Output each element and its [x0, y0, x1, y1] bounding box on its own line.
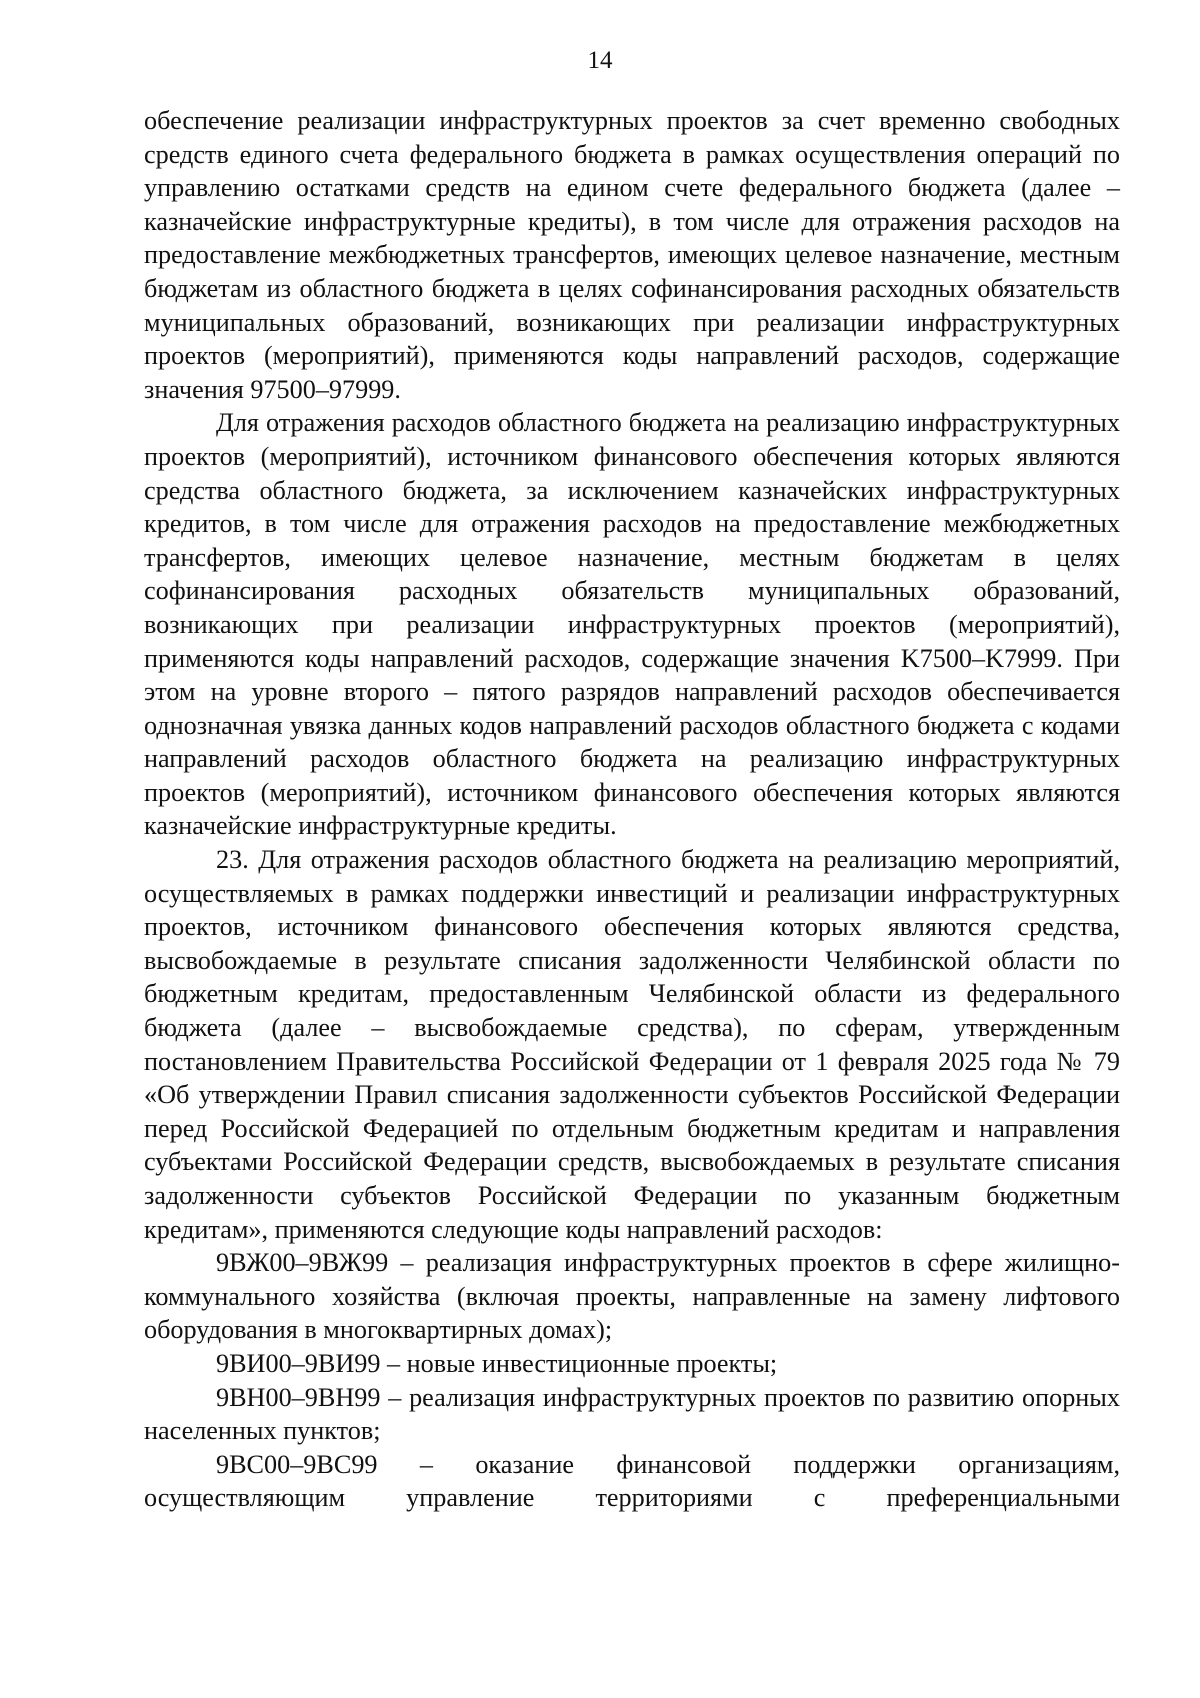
paragraph-code-9vzh: 9ВЖ00–9ВЖ99 – реализация инфраструктурных проектов в сфере жилищно-коммунального хозяйства (включая проекты, направленные на замену лифтового оборудования в многоквартирных домах);	[144, 1248, 1120, 1345]
paragraph-regional-budget-codes: Для отражения расходов областного бюджета на реализацию инфраструктурных проектов (мероприятий), источником финансового обеспечения которых являются средства областного бюджета, за исключением казначейских инфраструктурных кредитов, в том числе для отражения расходов на предоставление межбюджетных трансфертов, имеющих целевое назначение, местным бюджетам в целях софинансирования расходных обязательств муниципальных образований, возникающих при реализации инфраструктурных проектов (мероприятий), применяются коды направлений расходов, содержащие значения K7500–K7999. При этом на уровне второго – пятого разрядов направлений расходов обеспечивается однозначная увязка данных кодов направлений расходов областного бюджета с кодами направлений расходов областного бюджета на реализацию инфраструктурных проектов (мероприятий), источником финансового обеспечения которых являются казначейские инфраструктурные кредиты.	[144, 408, 1120, 841]
paragraph-treasury-credits: обеспечение реализации инфраструктурных проектов за счет временно свободных средств единого счета федерального бюджета в рамках осуществления операций по управлению остатками средств на едином счете федерального бюджета (далее – казначейские инфраструктурные кредиты), в том числе для отражения расходов на предоставление межбюджетных трансфертов, имеющих целевое назначение, местным бюджетам из областного бюджета в целях софинансирования расходных обязательств муниципальных образований, возникающих при реализации инфраструктурных проектов (мероприятий), применяются коды направлений расходов, содержащие значения 97500–97999.	[144, 106, 1120, 404]
document-body	[144, 104, 1120, 1515]
page-number: 14	[587, 47, 613, 74]
paragraph-code-9vs: 9ВС00–9ВС99 – оказание финансовой поддержки организациям, осуществляющим управление территориями с преференциальными	[144, 1449, 1120, 1513]
paragraph-code-9vn: 9ВН00–9ВН99 – реализация инфраструктурных проектов по развитию опорных населенных пунктов;	[144, 1382, 1120, 1446]
paragraph-item-23: 23. Для отражения расходов областного бюджета на реализацию мероприятий, осуществляемых в рамках поддержки инвестиций и реализации инфраструктурных проектов, источником финансового обеспечения которых являются средства, высвобождаемые в результате списания задолженности Челябинской области по бюджетным кредитам, предоставленным Челябинской области из федерального бюджета (далее – высвобождаемые средства), по сферам, утвержденным постановлением Правительства Российской Федерации от 1 февраля 2025 года № 79 «Об утверждении Правил списания задолженности субъектов Российской Федерации перед Российской Федерацией по отдельным бюджетным кредитам и направления субъектами Российской Федерации средств, высвобождаемых в результате списания задолженности субъектов Российской Федерации по указанным бюджетным кредитам», применяются следующие коды направлений расходов:	[144, 845, 1120, 1244]
paragraph-code-9vi: 9ВИ00–9ВИ99 – новые инвестиционные проекты;	[216, 1348, 778, 1378]
